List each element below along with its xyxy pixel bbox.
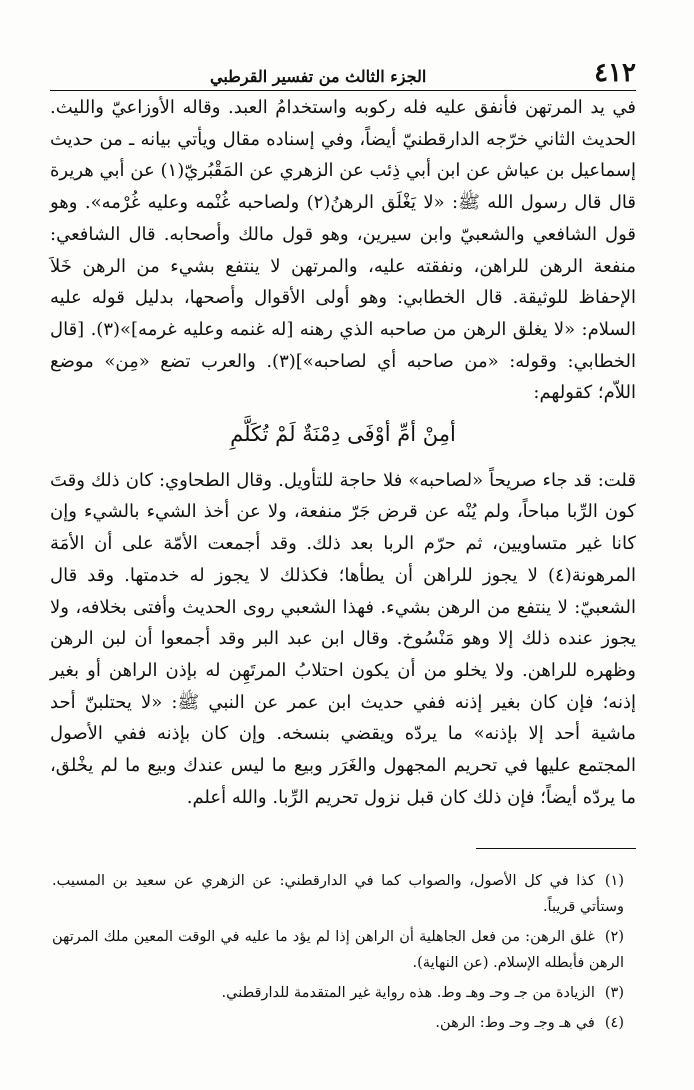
footnote <box>52 868 624 920</box>
footnote-separator <box>476 848 636 849</box>
page-header <box>50 52 636 91</box>
footnote <box>52 980 624 1006</box>
footnote-text: كذا في كل الأصول، والصواب كما في الدارقطني: عن الزهري عن سعيد بن المسيب. وستأتي قريباً. <box>52 873 624 915</box>
running-title: الجزء الثالث من تفسير القرطبي <box>210 67 427 86</box>
footnote-number: (٣) <box>604 985 624 1001</box>
footnote <box>52 1010 624 1036</box>
footnote-number: (١) <box>604 873 624 889</box>
paragraph: قلت: قد جاء صريحاً «لصاحبه» فلا حاجة للتأويل. وقال الطحاوي: كان ذلك وقتَ كون الرِّبا مباحاً، ولم يُنْه عن قرض جَرّ منفعة، ولا عن أخذ الشيء بالشيء وإن كانا غير متساويين، ثم حرّم الربا بعد ذلك. وقد أجمعت الأمّة على أن الأمَة المرهونة(٤) لا يجوز للراهن أن يطأها؛ فكذلك لا يجوز له خدمتها. وقد قال الشعبيّ: لا ينتفع من الرهن بشيء. فهذا الشعبي روى الحديث وأفتى بخلافه، ولا يجوز عنده ذلك إلا وهو مَنْسُوخ. وقال ابن عبد البر وقد أجمعوا أن لبن الرهن وظهره للراهن. ولا يخلو من أن يكون احتلابُ المرتَهِن له بإذن الراهن أو بغير إذنه؛ فإن كان بغير إذنه ففي حديث ابن عمر عن النبي ﷺ: «لا يحتلبنّ أحد ماشية أحد إلا بإذنه» ما يردّه ويقضي بنسخه. وإن كان بإذنه ففي الأصول المجتمع عليها في تحريم المجهول والغَرَر وبيع ما ليس عندك وبيع ما لم يخْلق، ما يردّه أيضاً؛ فإن ذلك كان قبل نزول تحريم الرِّبا. والله أعلم. <box>50 469 636 808</box>
footnote <box>52 924 624 976</box>
page-number: ٤١٢ <box>594 58 636 88</box>
footnotes <box>52 868 624 1040</box>
paragraph: في يد المرتهن فأنفق عليه فله ركوبه واستخدامُ العبد. وقاله الأوزاعيّ والليث. الحديث الثاني خرّجه الدارقطنيّ أيضاً، وفي إسناده مقال ويأتي بيانه ـ من حديث إسماعيل بن عياش عن ابن أبي ذِئب عن الزهري عن المَقْبُريّ(١) عن أبي هريرة قال قال رسول الله ﷺ: «لا يَغْلَق الرهنُ(٢) ولصاحبه غُنْمه وعليه غُرْمه». وهو قول الشافعي والشعبيّ وابن سيرين، وهو قول مالك وأصحابه. قال الشافعي: منفعة الرهن للراهن، ونفقته عليه، والمرتهن لا ينتفع بشيء من الرهن خَلاَ الإحفاظ للوثيقة. قال الخطابي: وهو أولى الأقوال وأصحها، بدليل قوله عليه السلام: «لا يغلق الرهن من صاحبه الذي رهنه [له غنمه وعليه غرمه]»(٣). [قال الخطابي: وقوله: «من صاحبه أي لصاحبه»](٣). والعرب تضع «مِن» موضع اللاّم؛ كقولهم: <box>50 97 636 404</box>
footnote-number: (٤) <box>604 1015 624 1031</box>
poetry-verse: أمِنْ أمِّ أوْفَى دِمْنَةٌ لَمْ تُكَلَّمِ <box>230 422 456 447</box>
footnote-text: في هـ وجـ وحـ وط: الرهن. <box>435 1015 595 1031</box>
main-text <box>50 92 636 813</box>
footnote-text: الزيادة من جـ وحـ وهـ وط. هذه رواية غير المتقدمة للدارقطني. <box>221 985 595 1001</box>
footnote-text: غلق الرهن: من فعل الجاهلية أن الراهن إذا لم يؤد ما عليه في الوقت المعين ملك المرتهن الرهن فأبطله الإسلام. (عن النهاية). <box>52 929 624 971</box>
footnote-number: (٢) <box>604 929 624 945</box>
